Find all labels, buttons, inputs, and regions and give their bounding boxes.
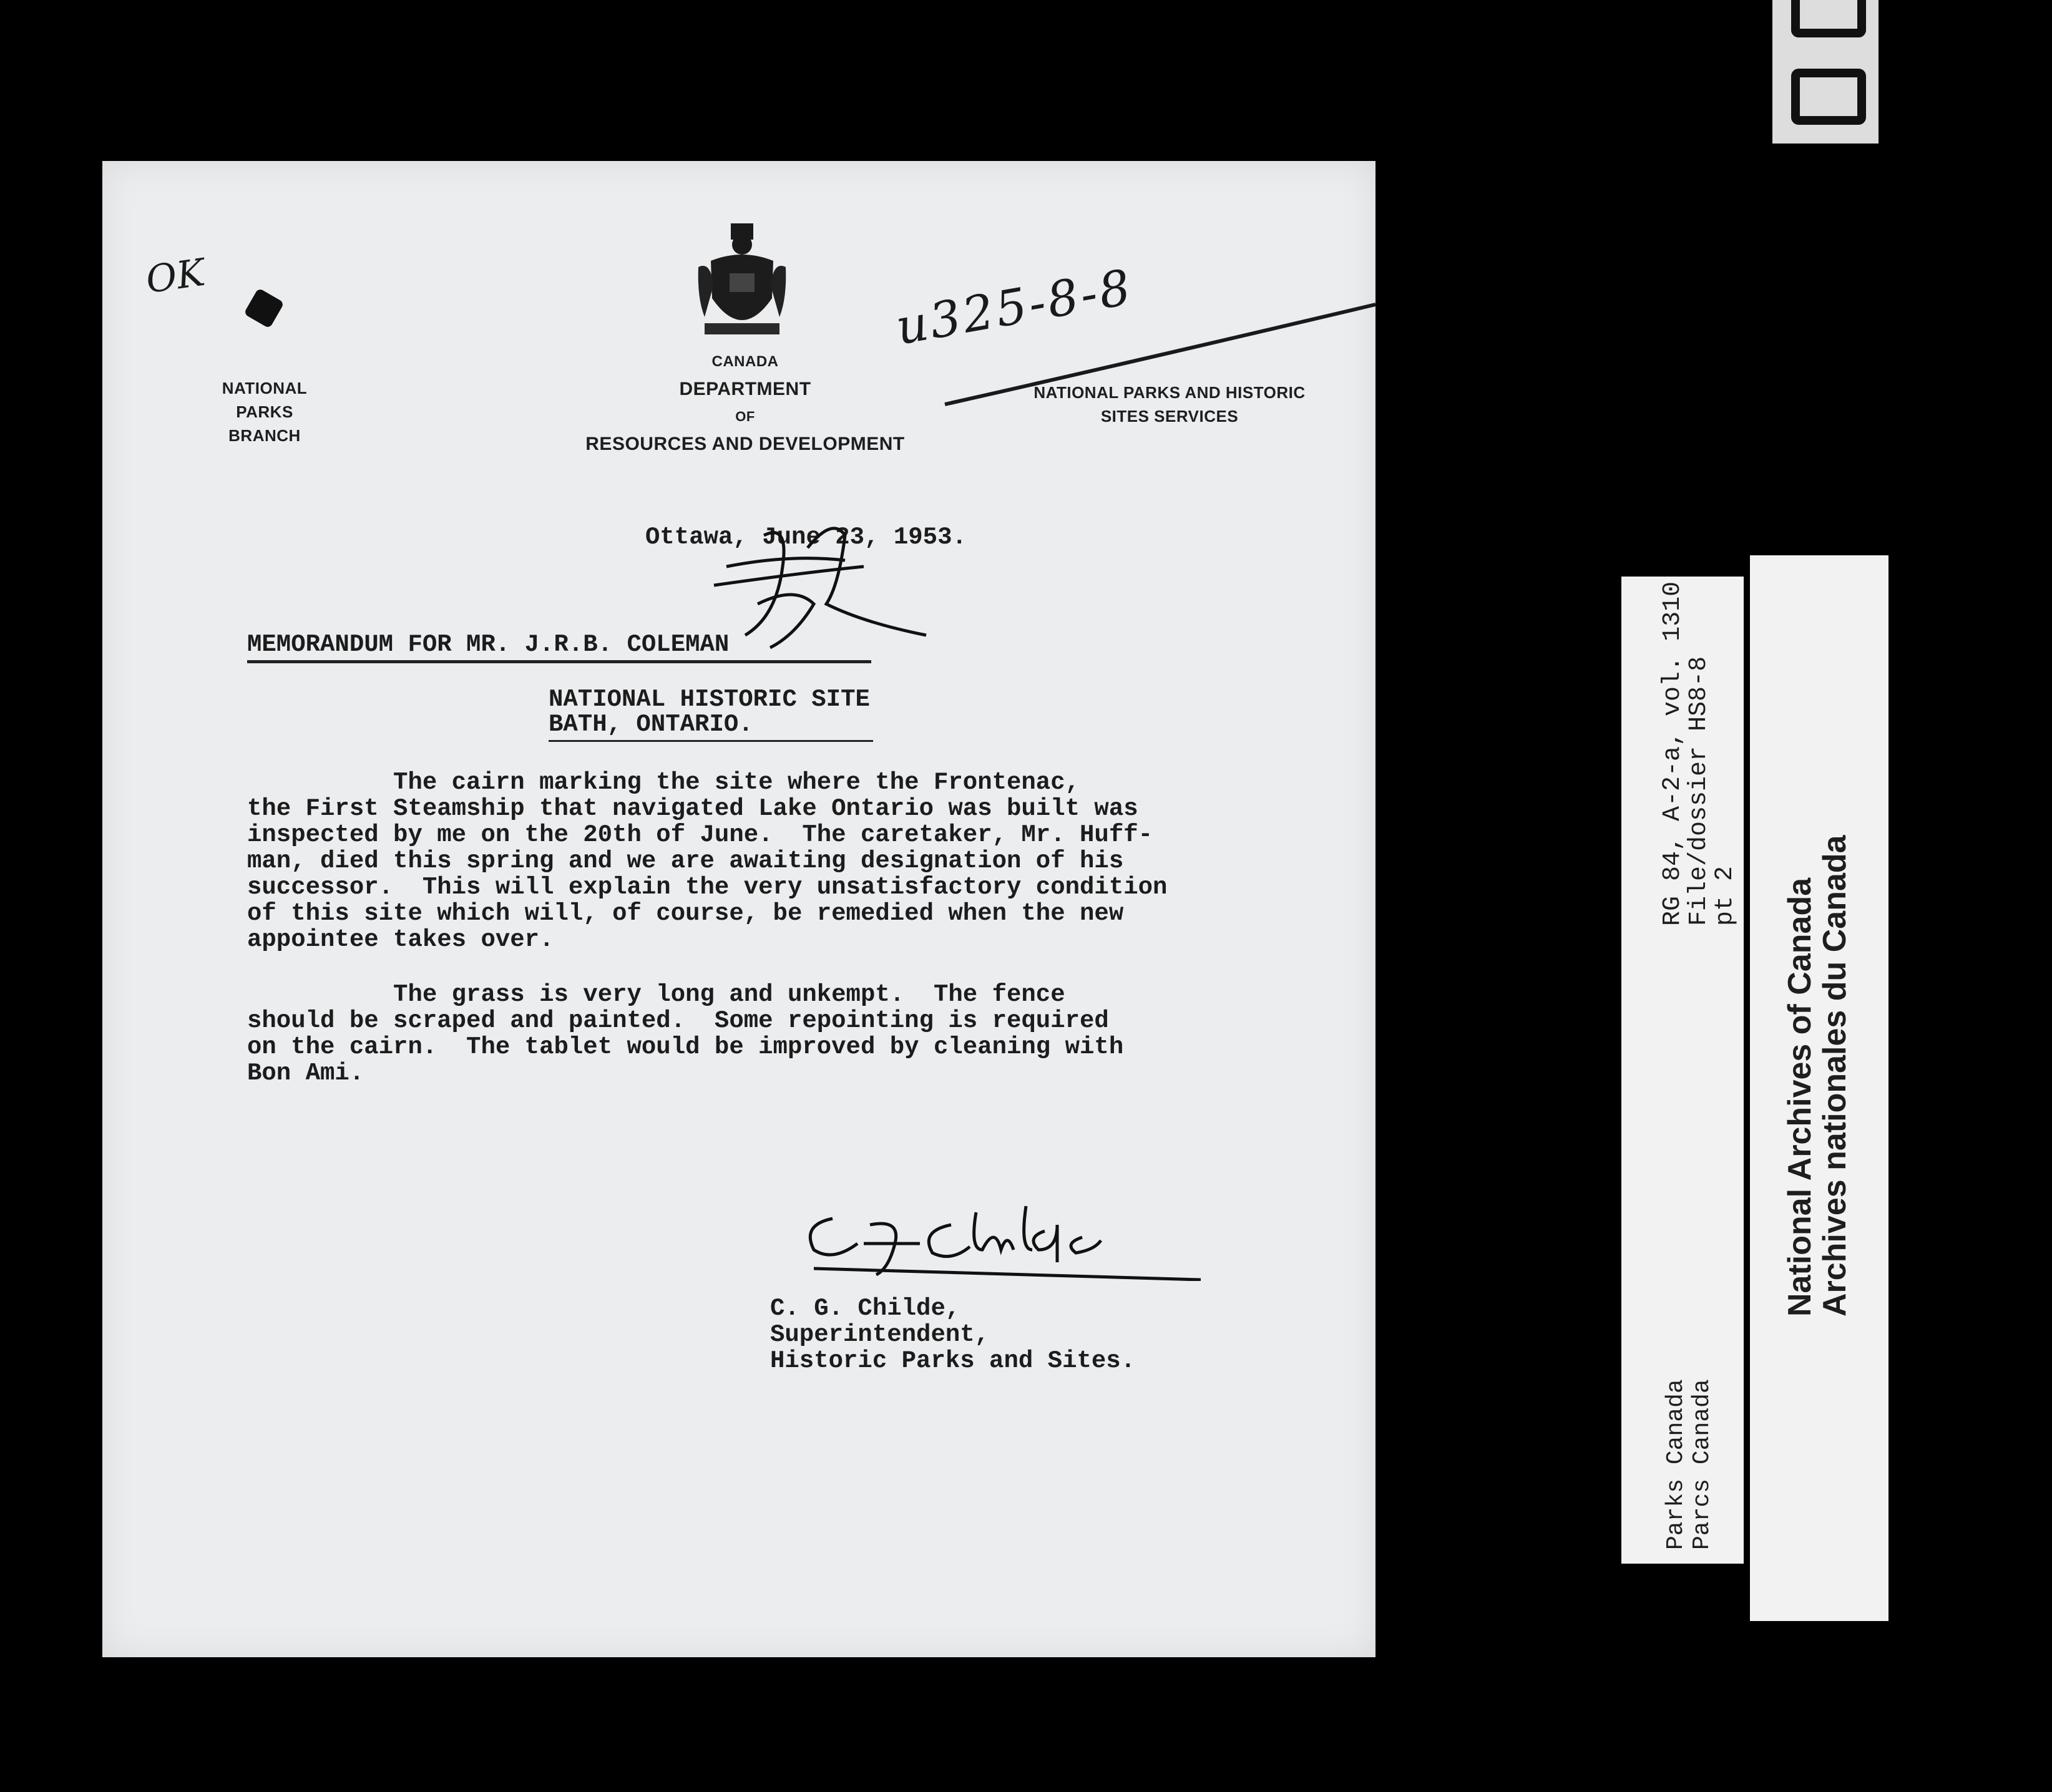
agency-line-2: Parcs Canada: [1689, 1379, 1716, 1550]
reference-card: [1621, 577, 1744, 1564]
coat-of-arms-emblem: [692, 223, 792, 342]
letterhead-resources: RESOURCES AND DEVELOPMENT: [585, 434, 905, 454]
reference-line-3: pt 2: [1711, 865, 1739, 926]
memo-page: [102, 161, 1375, 1657]
signature-name: C. G. Childe,: [770, 1295, 960, 1322]
letterhead-left-line2: BRANCH: [228, 426, 301, 445]
p2-line: should be scraped and painted. Some repointing is required: [247, 1007, 1109, 1035]
memo-subject-line2: BATH, ONTARIO.: [549, 711, 753, 738]
reference-line-2: File/dossier HS8-8: [1685, 656, 1713, 926]
handwritten-file-number: u325-8-8: [892, 259, 1137, 356]
p1-line: inspected by me on the 20th of June. The caretaker, Mr. Huff-: [247, 821, 1153, 849]
memo-addressee: MEMORANDUM FOR MR. J.R.B. COLEMAN: [247, 631, 730, 658]
signature-title-1: Superintendent,: [770, 1321, 990, 1348]
p1-line: of this site which will, of course, be remedied when the new: [247, 900, 1124, 927]
p1-line: successor. This will explain the very unsatisfactory condition: [247, 874, 1168, 901]
agency-line-1: Parks Canada: [1663, 1379, 1689, 1550]
memo-paragraph-2: [247, 981, 1123, 1086]
p2-line: The grass is very long and unkempt. The fence: [247, 981, 1065, 1008]
memo-subject-line1: NATIONAL HISTORIC SITE: [549, 686, 870, 713]
letterhead-left-line1: NATIONAL PARKS: [222, 379, 308, 421]
handwritten-initials: [701, 510, 932, 660]
letterhead-canada: CANADA: [711, 353, 779, 370]
ink-blot: [243, 288, 285, 329]
film-edge-mark: [1791, 69, 1866, 125]
archives-line-english: National Archives of Canada: [1782, 877, 1818, 1317]
handwritten-ok-mark: OK: [143, 250, 208, 303]
p1-line: The cairn marking the site where the Frontenac,: [247, 769, 1080, 796]
film-edge-mark: [1791, 0, 1866, 37]
p1-line: the First Steamship that navigated Lake Ontario was built was: [247, 795, 1138, 822]
letterhead-department: DEPARTMENT: [679, 379, 811, 399]
memo-date: Ottawa, June 23, 1953.: [645, 523, 967, 551]
p1-line: appointee takes over.: [247, 926, 554, 953]
p2-line: Bon Ami.: [247, 1059, 364, 1087]
letterhead-of: OF: [735, 409, 755, 424]
archives-card: [1750, 555, 1888, 1621]
p2-line: on the cairn. The tablet would be improved by cleaning with: [247, 1033, 1124, 1061]
letterhead-right-line2: SITES SERVICES: [1100, 407, 1239, 426]
handwritten-signature: [789, 1200, 1213, 1281]
memo-paragraph-1: [247, 769, 1167, 953]
letterhead-center: [564, 348, 926, 458]
letterhead-left: [196, 376, 333, 447]
p1-line: man, died this spring and we are awaiting designation of his: [247, 847, 1124, 875]
signature-title-2: Historic Parks and Sites.: [770, 1347, 1136, 1375]
addressee-underline: [247, 660, 871, 663]
subject-underline: [549, 740, 873, 742]
handwritten-slash-stroke: [932, 292, 1382, 411]
letterhead-right-line1: NATIONAL PARKS AND HISTORIC: [1033, 383, 1306, 402]
reference-line-1: RG 84, A-2-a, vol. 1310: [1659, 581, 1687, 926]
archives-line-french: Archives nationales du Canada: [1817, 835, 1853, 1317]
